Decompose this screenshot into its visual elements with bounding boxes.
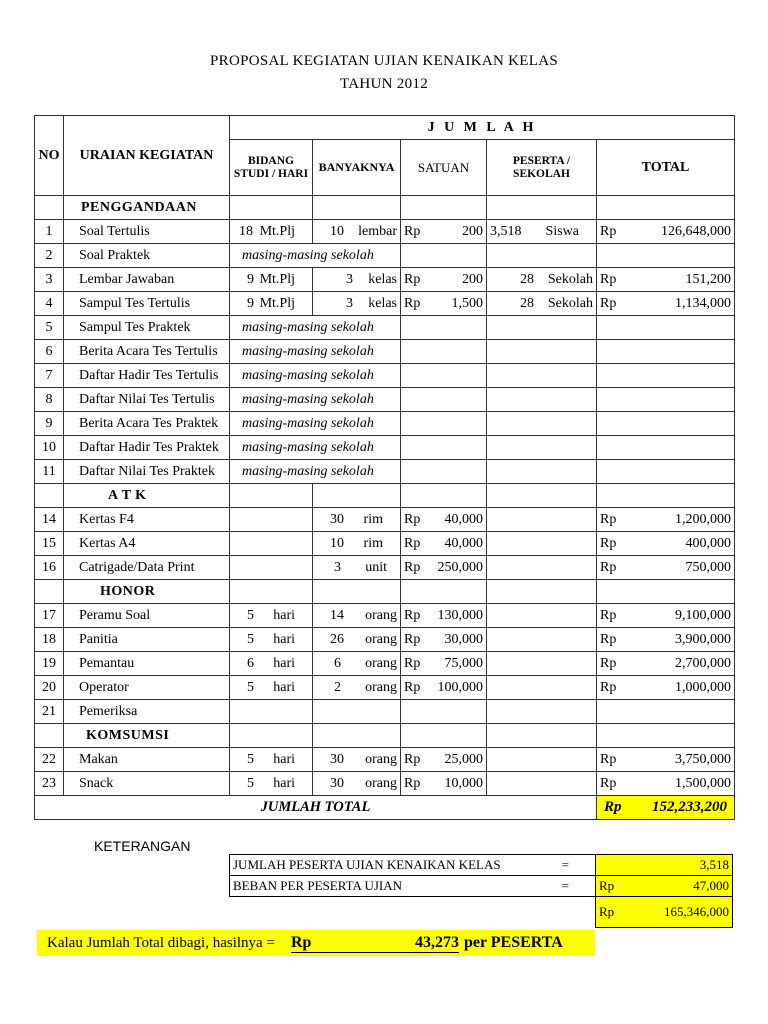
- satuan-val: 10,000: [444, 775, 483, 791]
- summary-bar: [37, 930, 595, 956]
- satuan-val: 40,000: [444, 511, 483, 527]
- satuan-val: 200: [462, 271, 483, 287]
- satuan-cur: Rp: [404, 775, 421, 791]
- total-cur: Rp: [600, 607, 617, 623]
- beban-cur: Rp: [599, 878, 615, 893]
- row-no: 8: [35, 388, 64, 412]
- row-no: 1: [35, 220, 64, 244]
- summary-suffix: per PESERTA: [463, 934, 563, 951]
- table-row: [35, 388, 735, 412]
- table-row: [35, 340, 735, 364]
- peserta-unit: Sekolah: [547, 271, 593, 287]
- table-row: [35, 412, 735, 436]
- table-row: [35, 244, 735, 268]
- satuan-val: 30,000: [444, 631, 483, 647]
- total-cur: Rp: [600, 535, 617, 551]
- table-row: [35, 604, 735, 628]
- bidang-num: 5: [247, 751, 254, 767]
- satuan-cur: Rp: [404, 271, 421, 287]
- beban-label: BEBAN PER PESERTA UJIAN: [230, 876, 536, 897]
- qty-unit: orang: [365, 607, 397, 623]
- row-name: Berita Acara Tes Tertulis: [64, 340, 230, 364]
- row-no: 16: [35, 556, 64, 580]
- bidang-unit: hari: [273, 679, 295, 695]
- row-no: 3: [35, 268, 64, 292]
- section-row: [35, 724, 735, 748]
- qty-num: 3: [346, 271, 353, 287]
- total-cur: Rp: [600, 271, 617, 287]
- satuan-val: 200: [462, 223, 483, 239]
- section-row: [35, 196, 735, 220]
- satuan-cur: Rp: [404, 655, 421, 671]
- row-note: masing-masing sekolah: [230, 412, 401, 436]
- header-banyaknya: BANYAKNYA: [313, 140, 401, 196]
- bidang-num: 18: [239, 223, 253, 239]
- section-atk: A T K: [64, 484, 230, 508]
- total-cur: Rp: [600, 679, 617, 695]
- total-val: 1,500,000: [675, 775, 731, 791]
- row-name: Daftar Nilai Tes Praktek: [64, 460, 230, 484]
- table-row: [35, 508, 735, 532]
- row-no: 18: [35, 628, 64, 652]
- row-name: Pemeriksa: [64, 700, 230, 724]
- total-label: JUMLAH TOTAL: [35, 796, 597, 820]
- row-note: masing-masing sekolah: [230, 340, 401, 364]
- total-val: 400,000: [685, 535, 731, 551]
- bidang-num: 5: [247, 631, 254, 647]
- row-no: 11: [35, 460, 64, 484]
- row-name: Operator: [64, 676, 230, 700]
- table-row: [35, 556, 735, 580]
- total-val: 1,200,000: [675, 511, 731, 527]
- row-name: Snack: [64, 772, 230, 796]
- section-row: [35, 580, 735, 604]
- total-val: 3,750,000: [675, 751, 731, 767]
- peserta-num: 3,518: [490, 223, 522, 239]
- document-year: TAHUN 2012: [339, 76, 429, 92]
- qty-num: 30: [330, 511, 344, 527]
- table-row: [35, 676, 735, 700]
- table-row: [35, 748, 735, 772]
- qty-num: 3: [346, 295, 353, 311]
- qty-num: 30: [330, 775, 344, 791]
- keterangan-label: KETERANGAN: [94, 838, 191, 854]
- table-row: [35, 652, 735, 676]
- row-no: 15: [35, 532, 64, 556]
- satuan-cur: Rp: [404, 535, 421, 551]
- total-row: [35, 796, 735, 820]
- document-title: PROPOSAL KEGIATAN UJIAN KENAIKAN KELAS: [210, 53, 558, 69]
- qty-unit: orang: [365, 655, 397, 671]
- row-note: masing-masing sekolah: [230, 364, 401, 388]
- total-val: 1,134,000: [675, 295, 731, 311]
- satuan-cur: Rp: [404, 295, 421, 311]
- summary-cur: Rp: [290, 933, 312, 951]
- qty-num: 10: [330, 223, 344, 239]
- satuan-val: 250,000: [437, 559, 483, 575]
- bidang-num: 9: [247, 295, 254, 311]
- total-cur: Rp: [600, 631, 617, 647]
- row-no: 4: [35, 292, 64, 316]
- qty-unit: rim: [363, 535, 383, 551]
- table-row: [35, 364, 735, 388]
- row-note: masing-masing sekolah: [230, 436, 401, 460]
- satuan-val: 75,000: [444, 655, 483, 671]
- qty-unit: unit: [365, 559, 387, 575]
- qty-num: 10: [330, 535, 344, 551]
- keterangan-table: [229, 854, 733, 928]
- qty-unit: rim: [363, 511, 383, 527]
- anggaran-value: 165,346,000: [664, 904, 729, 919]
- row-no: 17: [35, 604, 64, 628]
- total-cur: Rp: [600, 751, 617, 767]
- row-no: 23: [35, 772, 64, 796]
- total-val: 126,648,000: [661, 223, 731, 239]
- row-name: Peramu Soal: [64, 604, 230, 628]
- total-cur: Rp: [600, 655, 617, 671]
- beban-eq: =: [536, 876, 596, 897]
- qty-num: 2: [334, 679, 341, 695]
- grand-total-value: 152,233,200: [652, 799, 727, 815]
- peserta-num: 28: [520, 271, 534, 287]
- row-name: Daftar Hadir Tes Praktek: [64, 436, 230, 460]
- row-no: 10: [35, 436, 64, 460]
- satuan-val: 25,000: [444, 751, 483, 767]
- row-name: Kertas A4: [64, 532, 230, 556]
- table-row: [35, 436, 735, 460]
- total-cur: Rp: [600, 295, 617, 311]
- bidang-unit: hari: [273, 751, 295, 767]
- total-val: 151,200: [685, 271, 731, 287]
- satuan-cur: Rp: [404, 223, 421, 239]
- row-name: Panitia: [64, 628, 230, 652]
- qty-num: 14: [330, 607, 344, 623]
- row-no: 9: [35, 412, 64, 436]
- row-name: Daftar Hadir Tes Tertulis: [64, 364, 230, 388]
- row-name: Daftar Nilai Tes Tertulis: [64, 388, 230, 412]
- qty-unit: orang: [365, 751, 397, 767]
- bidang-unit: hari: [273, 607, 295, 623]
- row-note: masing-masing sekolah: [230, 244, 401, 268]
- satuan-cur: Rp: [404, 631, 421, 647]
- table-row: [35, 268, 735, 292]
- header-bidang: BIDANG STUDI / HARI: [230, 140, 313, 196]
- row-no: 2: [35, 244, 64, 268]
- bidang-unit: hari: [273, 631, 295, 647]
- qty-unit: orang: [365, 775, 397, 791]
- section-penggandaan: PENGGANDAAN: [64, 196, 230, 220]
- row-name: Sampul Tes Tertulis: [64, 292, 230, 316]
- total-cur: Rp: [600, 775, 617, 791]
- summary-label: Kalau Jumlah Total dibagi, hasilnya =: [47, 934, 275, 951]
- table-row: [35, 292, 735, 316]
- row-no: 7: [35, 364, 64, 388]
- row-note: masing-masing sekolah: [230, 316, 401, 340]
- row-no: 14: [35, 508, 64, 532]
- row-name: Soal Tertulis: [64, 220, 230, 244]
- bidang-num: 6: [247, 655, 254, 671]
- total-cur: Rp: [600, 511, 617, 527]
- summary-value: 43,273: [414, 933, 459, 951]
- row-no: 22: [35, 748, 64, 772]
- qty-unit: lembar: [358, 223, 397, 239]
- bidang-unit: Mt.Plj: [259, 271, 295, 287]
- satuan-val: 130,000: [437, 607, 483, 623]
- row-name: Sampul Tes Praktek: [64, 316, 230, 340]
- peserta-unit: Sekolah: [547, 295, 593, 311]
- peserta-unit: Siswa: [545, 223, 579, 239]
- satuan-cur: Rp: [404, 607, 421, 623]
- row-name: Catrigade/Data Print: [64, 556, 230, 580]
- row-no: 21: [35, 700, 64, 724]
- section-konsumsi: KOMSUMSI: [64, 724, 230, 748]
- row-note: masing-masing sekolah: [230, 388, 401, 412]
- row-no: 5: [35, 316, 64, 340]
- row-no: 20: [35, 676, 64, 700]
- bidang-unit: Mt.Plj: [259, 223, 295, 239]
- qty-unit: kelas: [368, 271, 397, 287]
- total-val: 2,700,000: [675, 655, 731, 671]
- bidang-num: 9: [247, 271, 254, 287]
- total-val: 1,000,000: [675, 679, 731, 695]
- satuan-val: 40,000: [444, 535, 483, 551]
- grand-total-cur: Rp: [604, 799, 622, 815]
- satuan-cur: Rp: [404, 511, 421, 527]
- satuan-val: 1,500: [451, 295, 483, 311]
- bidang-num: 5: [247, 775, 254, 791]
- total-cur: Rp: [600, 223, 617, 239]
- table-row: [35, 460, 735, 484]
- row-name: Berita Acara Tes Praktek: [64, 412, 230, 436]
- peserta-num: 28: [520, 295, 534, 311]
- row-name: Lembar Jawaban: [64, 268, 230, 292]
- bidang-unit: hari: [273, 775, 295, 791]
- qty-num: 30: [330, 751, 344, 767]
- bidang-unit: Mt.Plj: [259, 295, 295, 311]
- total-val: 3,900,000: [675, 631, 731, 647]
- header-uraian: URAIAN KEGIATAN: [64, 116, 230, 196]
- qty-num: 3: [334, 559, 341, 575]
- row-name: Pemantau: [64, 652, 230, 676]
- peserta-label: JUMLAH PESERTA UJIAN KENAIKAN KELAS: [230, 855, 536, 876]
- satuan-cur: Rp: [404, 751, 421, 767]
- qty-unit: orang: [365, 631, 397, 647]
- qty-num: 6: [334, 655, 341, 671]
- row-no: 19: [35, 652, 64, 676]
- peserta-eq: =: [536, 855, 596, 876]
- section-honor: HONOR: [64, 580, 230, 604]
- qty-num: 26: [330, 631, 344, 647]
- budget-table: [34, 115, 735, 820]
- table-row: [35, 628, 735, 652]
- header-jumlah: J U M L A H: [230, 116, 735, 140]
- satuan-cur: Rp: [404, 559, 421, 575]
- row-name: Kertas F4: [64, 508, 230, 532]
- table-row: [35, 772, 735, 796]
- qty-unit: kelas: [368, 295, 397, 311]
- header-peserta: PESERTA / SEKOLAH: [487, 140, 597, 196]
- section-row: [35, 484, 735, 508]
- anggaran-cur: Rp: [599, 904, 615, 919]
- table-row: [35, 700, 735, 724]
- row-note: masing-masing sekolah: [230, 460, 401, 484]
- table-row: [35, 220, 735, 244]
- row-no: 6: [35, 340, 64, 364]
- satuan-val: 100,000: [437, 679, 483, 695]
- header-no: NO: [35, 116, 64, 196]
- beban-value: 47,000: [693, 878, 729, 893]
- bidang-num: 5: [247, 607, 254, 623]
- qty-unit: orang: [365, 679, 397, 695]
- header-satuan: SATUAN: [401, 140, 487, 196]
- header-total: TOTAL: [597, 140, 735, 196]
- bidang-unit: hari: [273, 655, 295, 671]
- row-name: Makan: [64, 748, 230, 772]
- bidang-num: 5: [247, 679, 254, 695]
- total-val: 750,000: [685, 559, 731, 575]
- table-row: [35, 316, 735, 340]
- table-row: [35, 532, 735, 556]
- row-name: Soal Praktek: [64, 244, 230, 268]
- total-val: 9,100,000: [675, 607, 731, 623]
- satuan-cur: Rp: [404, 679, 421, 695]
- peserta-value: 3,518: [596, 855, 733, 876]
- total-cur: Rp: [600, 559, 617, 575]
